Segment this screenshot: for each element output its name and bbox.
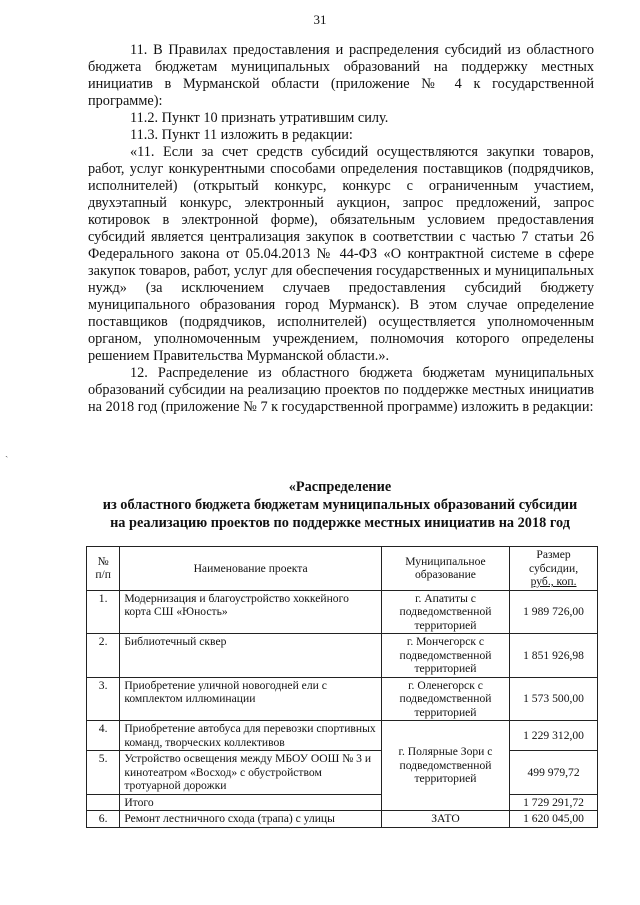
table-row: [87, 751, 598, 795]
row-amount: 1 989 726,00: [510, 590, 598, 634]
margin-mark: ˎ: [5, 447, 9, 458]
subsidy-table: [86, 546, 598, 828]
row-amount: 1 620 045,00: [510, 811, 598, 828]
row-municipality: г. Мончегорск с подведомственной территорией: [381, 634, 509, 678]
row-project: Библиотечный сквер: [120, 634, 382, 678]
paragraph-quoted-11: «11. Если за счет средств субсидий осуществляются закупки товаров, работ, услуг конкурентными способами определения поставщиков (подрядчиков, исполнителей) (открытый конкурс, конкурс с ограниченным участием, двухэтапный конкурс, электронный аукцион, запрос предложений, запрос котировок в электронной форме), обязательным условием предоставления субсидий является централизация закупок в соответствии с частью 7 статьи 26 Федерального закона от 05.04.2013 № 44-ФЗ «О контрактной системе в сфере закупок товаров, работ, услуг для обеспечения государственных и муниципальных нужд» (за исключением случаев предоставления субсидий бюджету муниципального образования город Мурманск). В этом случае определение поставщиков (подрядчиков, исполнителей) осуществляется уполномоченным органом, уполномоченным учреждением, полномочия которого определены решением Правительства Мурманской области.».: [88, 144, 594, 364]
row-municipality: ЗАТО: [381, 811, 509, 828]
row-project: Ремонт лестничного схода (трапа) с улицы: [120, 811, 382, 828]
row-amount: 1 573 500,00: [510, 677, 598, 721]
document-body: [88, 42, 594, 416]
row-project: Приобретение уличной новогодней ели с комплектом иллюминации: [120, 677, 382, 721]
row-municipality: г. Оленегорск с подведомственной территорией: [381, 677, 509, 721]
table-heading: [60, 478, 620, 532]
heading-line-2: из областного бюджета бюджетам муниципальных образований субсидии: [102, 497, 578, 513]
table-row: [87, 811, 598, 828]
table-row: [87, 634, 598, 678]
table-row: [87, 590, 598, 634]
table-row: [87, 721, 598, 751]
paragraph-11-3: 11.3. Пункт 11 изложить в редакции:: [130, 127, 353, 143]
row-project: Приобретение автобуса для перевозки спортивных команд, творческих коллективов: [120, 721, 382, 751]
table-row-total: [87, 794, 598, 811]
row-num: 1.: [87, 590, 120, 634]
paragraph-11: 11. В Правилах предоставления и распределения субсидий из областного бюджета бюджетам муниципальных образований на поддержку местных инициатив в Мурманской области (приложение № 4 к государственной программе):: [88, 42, 594, 109]
row-num: 6.: [87, 811, 120, 828]
row-amount: 1 851 926,98: [510, 634, 598, 678]
row-project: Итого: [120, 794, 382, 811]
row-num: 4.: [87, 721, 120, 751]
row-project: Устройство освещения между МБОУ ООШ № 3 и кинотеатром «Восход» с обустройством тротуарной дорожки: [120, 751, 382, 795]
row-num: [87, 794, 120, 811]
row-amount: 1 729 291,72: [510, 794, 598, 811]
header-municipality: Муниципальное образование: [381, 547, 509, 591]
row-project: Модернизация и благоустройство хоккейного корта СШ «Юность»: [120, 590, 382, 634]
table-header-row: [87, 547, 598, 591]
header-amount: Размер субсидии, руб., коп.: [510, 547, 598, 591]
header-project: Наименование проекта: [120, 547, 382, 591]
header-num: № п/п: [87, 547, 120, 591]
page-number: 31: [313, 12, 327, 27]
table-row: [87, 677, 598, 721]
row-num: 2.: [87, 634, 120, 678]
paragraph-11-2: 11.2. Пункт 10 признать утратившим силу.: [130, 110, 389, 126]
row-municipality-shared: г. Полярные Зори с подведомственной территорией: [381, 721, 509, 811]
heading-line-1: «Распределение: [288, 479, 392, 495]
row-municipality: г. Апатиты с подведомственной территорией: [381, 590, 509, 634]
row-num: 3.: [87, 677, 120, 721]
row-amount: 499 979,72: [510, 751, 598, 795]
paragraph-12: 12. Распределение из областного бюджета бюджетам муниципальных образований субсидии на реализацию проектов по поддержке местных инициатив на 2018 год (приложение № 7 к государственной программе) изложить в редакции:: [88, 365, 594, 415]
row-num: 5.: [87, 751, 120, 795]
row-amount: 1 229 312,00: [510, 721, 598, 751]
heading-line-3: на реализацию проектов по поддержке местных инициатив на 2018 год: [110, 515, 570, 531]
